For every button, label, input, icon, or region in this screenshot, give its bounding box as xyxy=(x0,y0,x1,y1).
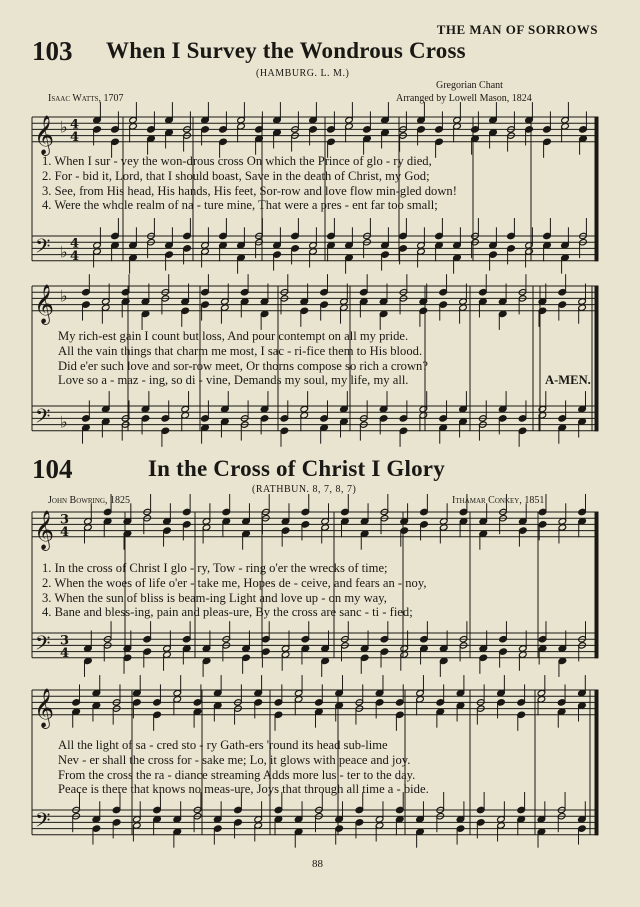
verse-line: Peace is there that knows no meas-ure, Joys that through all time a - bide. xyxy=(58,782,429,797)
note-chord xyxy=(315,792,324,832)
verse-line: 1. When I sur - vey the won-drous cross On which the Prince of glo - ry died, xyxy=(42,154,432,168)
note-chord xyxy=(221,284,230,324)
note-chord xyxy=(92,801,101,844)
note-chord xyxy=(436,792,445,832)
note-chord xyxy=(173,675,182,715)
note-chord xyxy=(538,284,547,327)
note-chord xyxy=(84,631,93,677)
note-chord xyxy=(201,102,210,145)
note-chord xyxy=(578,284,587,324)
note-chord xyxy=(379,284,388,330)
note-chord xyxy=(537,675,546,715)
note-chord xyxy=(321,503,330,543)
verse-line: Love so a - maz - ing, so di - vine, Demands my soul, my life, my all. xyxy=(58,373,409,388)
flat-icon: ♭ xyxy=(60,412,68,432)
note-chord xyxy=(143,621,152,667)
note-chord xyxy=(537,801,546,847)
svg-text:4: 4 xyxy=(70,236,80,252)
note-chord xyxy=(262,621,271,667)
note-chord xyxy=(294,675,303,715)
note-chord xyxy=(557,792,566,832)
note-chord xyxy=(300,391,309,431)
hymn-104-title: In the Cross of Christ I Glory xyxy=(148,456,445,481)
note-chord xyxy=(360,503,369,549)
note-chord xyxy=(345,102,354,142)
note-chord xyxy=(82,400,91,443)
note-chord xyxy=(141,284,150,330)
note-chord xyxy=(163,631,172,671)
time-signature xyxy=(70,117,79,144)
note-chord xyxy=(183,218,192,264)
final-barline xyxy=(595,690,598,835)
note-chord xyxy=(260,284,269,330)
note-chord xyxy=(301,494,310,540)
treble-clef-icon: 𝄞 xyxy=(34,114,55,155)
note-chord xyxy=(237,227,246,273)
note-chord xyxy=(147,218,156,258)
verse-line: Nev - er shall the cross for - sake me; Lo, it glows with peace and joy. xyxy=(58,752,411,767)
note-chord xyxy=(498,391,507,434)
note-chord xyxy=(417,102,426,145)
note-chord xyxy=(399,274,408,314)
hymn-104-number: 104 xyxy=(32,454,73,484)
note-chord xyxy=(497,675,506,718)
note-chord xyxy=(558,400,567,443)
hymn-103-verses-system-2 xyxy=(58,329,428,388)
svg-text:3: 3 xyxy=(60,633,70,649)
svg-text:4: 4 xyxy=(60,524,70,540)
treble-clef-icon: 𝄞 xyxy=(34,687,55,728)
treble-clef-icon: 𝄞 xyxy=(34,283,55,324)
note-chord xyxy=(93,102,102,145)
hymn-103-system-2-treble-staff xyxy=(32,286,598,311)
hymn-103-tune: (HAMBURG. L. M.) xyxy=(256,68,350,79)
svg-text:4: 4 xyxy=(70,129,80,145)
note-chord xyxy=(400,503,409,546)
final-barline xyxy=(595,286,598,431)
hymn-104-verses-system-2 xyxy=(58,738,429,797)
note-chord xyxy=(355,792,364,838)
note-chord xyxy=(262,494,271,534)
hymn-103-system-2-bass-staff xyxy=(32,406,598,431)
verse-line: 1. In the cross of Christ I glo - ry, Tow - ring o'er the wrecks of time; xyxy=(42,561,388,575)
note-chord xyxy=(380,494,389,534)
svg-text:4: 4 xyxy=(70,248,80,264)
note-chord xyxy=(129,102,138,142)
note-chord xyxy=(558,631,567,677)
note-chord xyxy=(578,801,587,844)
note-chord xyxy=(519,631,528,671)
note-chord xyxy=(103,621,112,661)
note-chord xyxy=(557,684,566,727)
svg-text:4: 4 xyxy=(70,117,80,133)
note-chord xyxy=(320,274,329,320)
verse-line: My rich-est gain I count but loss, And pour contempt on all my pride. xyxy=(58,329,409,343)
note-chord xyxy=(82,274,91,320)
note-chord xyxy=(72,792,81,832)
note-chord xyxy=(340,284,349,324)
note-chord xyxy=(420,494,429,540)
note-chord xyxy=(193,684,202,727)
note-chord xyxy=(202,503,211,543)
note-chord xyxy=(309,102,318,145)
note-chord xyxy=(201,400,210,443)
verse-line: 4. Were the whole realm of na - ture mine, That were a pres - ent far too small; xyxy=(42,198,438,213)
note-chord xyxy=(456,801,465,844)
note-chord xyxy=(163,503,172,546)
note-chord xyxy=(459,284,468,324)
note-chord xyxy=(201,274,210,320)
time-signature xyxy=(60,512,69,539)
note-chord xyxy=(439,274,448,320)
note-chord xyxy=(193,792,202,832)
note-chord xyxy=(518,400,527,446)
note-chord xyxy=(436,684,445,727)
note-chord xyxy=(147,111,156,154)
note-chord xyxy=(161,400,170,446)
hymn-104-author: John Bowring, 1825 xyxy=(48,495,130,506)
note-chord xyxy=(111,111,120,157)
note-chord xyxy=(219,111,228,157)
note-chord xyxy=(380,621,389,667)
note-chord xyxy=(222,621,231,661)
note-chord xyxy=(561,102,570,142)
note-chord xyxy=(153,684,162,730)
note-chord xyxy=(525,227,534,267)
note-chord xyxy=(578,621,587,661)
note-chord xyxy=(517,684,526,730)
final-barline xyxy=(595,512,598,658)
verse-line: 4. Bane and bless-ing, pain and pleas-ure, By the cross are sanc - ti - fied; xyxy=(42,605,413,620)
note-chord xyxy=(291,218,300,264)
note-chord xyxy=(419,391,428,431)
note-chord xyxy=(237,102,246,142)
note-chord xyxy=(123,631,132,674)
page-number: 88 xyxy=(312,858,323,870)
note-chord xyxy=(141,391,150,434)
note-chord xyxy=(579,111,588,154)
verse-line: 2. When the woes of life o'er - take me, Hopes de - ceive, and fears an - noy, xyxy=(42,575,427,590)
time-signature xyxy=(60,633,69,660)
note-chord xyxy=(161,274,170,314)
note-chord xyxy=(375,675,384,718)
hymn-104-tune: (RATHBUN. 8, 7, 8, 7) xyxy=(252,484,357,495)
note-chord xyxy=(497,801,506,841)
svg-text:3: 3 xyxy=(60,512,70,528)
note-chord xyxy=(165,227,174,270)
verse-line: 3. When the sun of bliss is beam-ing Light and love up - on my way, xyxy=(42,590,387,605)
note-chord xyxy=(471,218,480,258)
note-chord xyxy=(459,621,468,661)
note-chord xyxy=(254,675,263,718)
note-chord xyxy=(129,227,138,273)
note-chord xyxy=(280,274,289,314)
note-chord xyxy=(281,631,290,671)
note-chord xyxy=(133,675,142,718)
flat-icon: ♭ xyxy=(60,286,68,306)
note-chord xyxy=(93,227,102,267)
note-chord xyxy=(439,400,448,443)
note-chord xyxy=(213,801,222,844)
note-chord xyxy=(489,227,498,270)
verse-line: From the cross the ra - diance streaming Adds more lus - ter to the day. xyxy=(58,767,416,782)
note-chord xyxy=(133,801,142,841)
hymn-103-verses-system-1 xyxy=(42,154,457,213)
hymn-104-system-1-bass-staff xyxy=(32,633,598,658)
bass-clef-icon: 𝄢 xyxy=(35,631,51,660)
hymn-103-source: Gregorian Chant xyxy=(436,80,503,91)
note-chord xyxy=(360,631,369,674)
note-chord xyxy=(173,801,182,847)
note-chord xyxy=(558,503,567,543)
note-chord xyxy=(341,621,350,661)
note-chord xyxy=(280,400,289,446)
note-chord xyxy=(518,274,527,314)
hymn-104-system-1-treble-staff xyxy=(32,512,598,537)
amen-label: A-MEN. xyxy=(545,373,591,387)
bass-clef-icon: 𝄢 xyxy=(35,808,51,837)
note-chord xyxy=(499,621,508,667)
note-chord xyxy=(381,227,390,270)
note-chord xyxy=(345,227,354,273)
verse-line: Did e'er such love and sor-row meet, Or thorns compose so rich a crown? xyxy=(58,358,428,373)
note-chord xyxy=(558,274,567,320)
note-chord xyxy=(327,111,336,157)
note-chord xyxy=(181,284,190,327)
note-chord xyxy=(281,503,290,546)
note-chord xyxy=(439,503,448,543)
note-chord xyxy=(335,801,344,844)
svg-text:4: 4 xyxy=(60,645,70,661)
note-chord xyxy=(439,631,448,677)
hymn-104-composer: Ithamar Conkey, 1851 xyxy=(452,495,545,506)
note-chord xyxy=(300,284,309,327)
note-chord xyxy=(274,684,283,730)
note-chord xyxy=(453,102,462,142)
note-chord xyxy=(294,801,303,847)
note-chord xyxy=(72,684,81,727)
note-chord xyxy=(202,631,211,677)
note-chord xyxy=(315,684,324,727)
note-chord xyxy=(419,284,428,327)
note-chord xyxy=(379,391,388,434)
note-chord xyxy=(309,227,318,267)
flat-icon: ♭ xyxy=(60,242,68,262)
note-chord xyxy=(507,218,516,264)
verse-line: All the light of sa - cred sto - ry Gath-ers 'round its head sub-lime xyxy=(58,738,388,752)
hymn-103-title: When I Survey the Wondrous Cross xyxy=(106,38,466,63)
note-chord xyxy=(435,111,444,157)
bass-clef-icon: 𝄢 xyxy=(35,404,51,433)
note-chord xyxy=(416,801,425,847)
treble-clef-icon: 𝄞 xyxy=(34,509,55,550)
flat-icon: ♭ xyxy=(60,117,68,137)
note-chord xyxy=(242,631,251,674)
note-chord xyxy=(579,218,588,258)
note-chord xyxy=(182,494,191,540)
note-chord xyxy=(254,801,263,841)
note-chord xyxy=(543,111,552,157)
note-chord xyxy=(84,503,93,543)
note-chord xyxy=(498,284,507,330)
note-chord xyxy=(143,494,152,534)
verse-line: 2. For - bid it, Lord, that I should boast, Save in the death of Christ, my God; xyxy=(42,168,430,183)
note-chord xyxy=(260,391,269,434)
final-barline xyxy=(595,117,598,261)
verse-line: 3. See, from His head, His hands, His feet, Sor-row and love flow min-gled down! xyxy=(42,183,457,198)
hymn-104-verses-system-1 xyxy=(42,561,426,620)
section-heading: THE MAN OF SORROWS xyxy=(436,22,598,37)
note-chord xyxy=(181,391,190,431)
time-signature xyxy=(70,236,79,263)
note-chord xyxy=(234,792,243,838)
note-chord xyxy=(399,400,408,446)
hymn-103-number: 103 xyxy=(32,36,73,66)
note-chord xyxy=(101,284,110,324)
note-chord xyxy=(479,503,488,549)
note-chord xyxy=(396,684,405,730)
note-chord xyxy=(123,503,132,549)
note-chord xyxy=(538,391,547,431)
note-chord xyxy=(525,102,534,145)
verse-line: All the vain things that charm me most, I sac - ri-fice them to His blood. xyxy=(58,343,423,358)
note-chord xyxy=(417,227,426,267)
bass-clef-icon: 𝄢 xyxy=(35,234,51,263)
note-chord xyxy=(273,227,282,270)
note-chord xyxy=(519,503,528,546)
note-chord xyxy=(201,227,210,267)
note-chord xyxy=(471,111,480,154)
note-chord xyxy=(320,400,329,443)
note-chord xyxy=(363,111,372,154)
note-chord xyxy=(416,675,425,715)
note-chord xyxy=(375,801,384,841)
hymn-103-author: Isaac Watts, 1707 xyxy=(48,93,124,104)
note-chord xyxy=(242,503,251,549)
note-chord xyxy=(561,227,570,273)
note-chord xyxy=(321,631,330,677)
note-chord xyxy=(112,792,121,838)
note-chord xyxy=(453,227,462,273)
note-chord xyxy=(479,631,488,674)
note-chord xyxy=(400,631,409,671)
note-chord xyxy=(476,792,485,838)
hymn-103-arranger: Arranged by Lowell Mason, 1824 xyxy=(396,93,532,104)
note-chord xyxy=(363,218,372,258)
note-chord xyxy=(399,218,408,264)
